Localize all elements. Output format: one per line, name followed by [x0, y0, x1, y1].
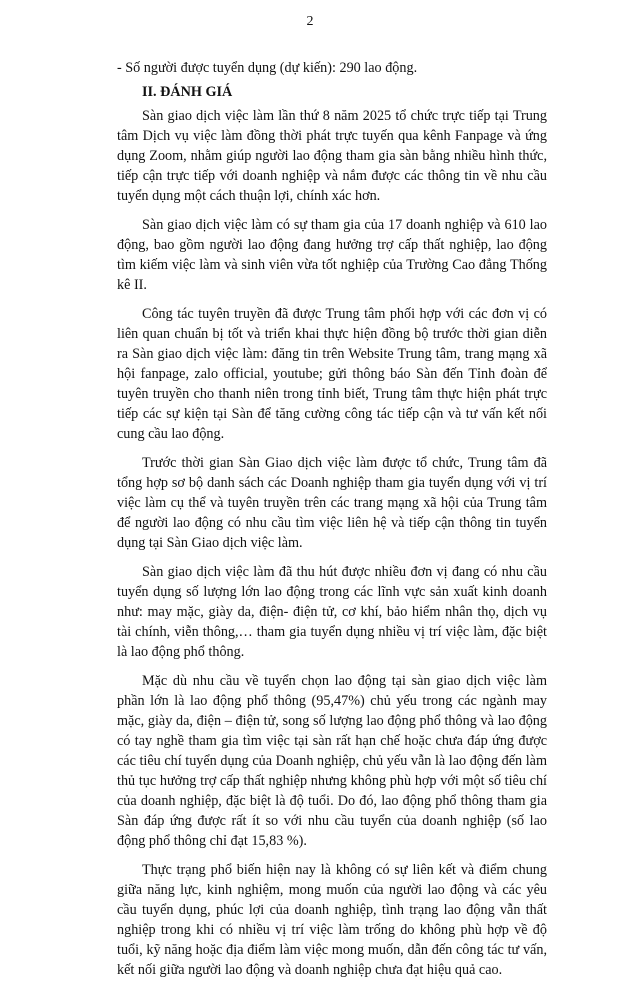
paragraph-current-situation: Thực trạng phổ biến hiện nay là không có sự liên kết và điểm chung giữa năng lực, kinh nghiệm, mong muốn của người lao động và các yêu cầu tuyển dụng, phúc lợi của doanh nghiệp, tình trạng lao động vẫn thất nghiệp trong khi có nhiều vị trí việc làm trống do không phù hợp về độ tuổi, kỹ năng hoặc địa điểm làm việc mong muốn, dẫn đến công tác tư vấn, kết nối giữa người lao động và doanh nghiệp chưa đạt hiệu quả cao.	[117, 862, 547, 978]
section-heading: II. ĐÁNH GIÁ	[142, 84, 233, 100]
paragraph-recruiting-sectors: Sàn giao dịch việc làm đã thu hút được nhiều đơn vị đang có nhu cầu tuyển dụng số lượng lớn lao động trong các lĩnh vực sản xuất kinh doanh như: may mặc, giày da, điện- điện tử, cơ khí, bảo hiểm nhân thọ, dịch vụ tài chính, viễn thông,… tham gia tuyển dụng nhiều vị trí việc làm, đặc biệt là lao động phổ thông.	[117, 564, 547, 660]
paragraph-organization: Sàn giao dịch việc làm lần thứ 8 năm 2025 tổ chức trực tiếp tại Trung tâm Dịch vụ việc làm đồng thời phát trực tuyến qua kênh Fanpage và ứng dụng Zoom, nhằm giúp người lao động tham gia sàn bằng nhiều hình thức, tiếp cận trực tiếp với doanh nghiệp và nắm được các thông tin về nhu cầu tuyển dụng một cách thuận lợi, chính xác hơn.	[117, 108, 547, 204]
page-number: 2	[306, 14, 314, 29]
paragraph-preparation: Trước thời gian Sàn Giao dịch việc làm được tổ chức, Trung tâm đã tổng hợp sơ bộ danh sách các Doanh nghiệp tham gia tuyển dụng với vị trí việc làm cụ thể và tuyên truyền trên các trang mạng xã hội của Trung tâm để người lao động có nhu cầu tìm việc liên hệ và tiếp cận thông tin tuyển dụng tại Sàn Giao dịch việc làm.	[117, 455, 547, 551]
paragraph-labor-demand: Mặc dù nhu cầu về tuyển chọn lao động tại sàn giao dịch việc làm phần lớn là lao động phổ thông (95,47%) chủ yếu trong các ngành may mặc, giày da, điện – điện tử, song số lượng lao động phổ thông và lao động có tay nghề tham gia tìm việc tại sàn rất hạn chế hoặc chưa đáp ứng được các tiêu chí tuyển dụng của Doanh nghiệp, chủ yếu vẫn là lao động đến làm thủ tục hưởng trợ cấp thất nghiệp nhưng không phù hợp với một số tiêu chí của doanh nghiệp, đặc biệt là độ tuổi. Do đó, lao động phổ thông tham gia Sàn đáp ứng được rất ít so với nhu cầu tuyển của doanh nghiệp (số lao động phổ thông chỉ đạt 15,83 %).	[117, 673, 547, 849]
paragraph-communication: Công tác tuyên truyền đã được Trung tâm phối hợp với các đơn vị có liên quan chuẩn bị tốt và triển khai thực hiện đồng bộ trước thời gian diễn ra Sàn giao dịch việc làm: đăng tin trên Website Trung tâm, trang mạng xã hội fanpage, zalo official, youtube; gửi thông báo Sàn đến Tỉnh đoàn để tuyên truyền cho thanh niên trong tỉnh biết, Trung tâm thực hiện phát trực tiếp các sự kiện tại Sàn để tăng cường công tác tiếp cận và tư vấn kết nối cung cầu lao động.	[117, 306, 547, 442]
intro-line: - Số người được tuyển dụng (dự kiến): 290 lao động.	[117, 60, 418, 76]
paragraph-participants: Sàn giao dịch việc làm có sự tham gia của 17 doanh nghiệp và 610 lao động, bao gồm người lao động đang hưởng trợ cấp thất nghiệp, lao động tìm kiếm việc làm và sinh viên vừa tốt nghiệp của Trường Cao đẳng Thống kê II.	[117, 217, 547, 293]
document-body	[117, 58, 547, 989]
